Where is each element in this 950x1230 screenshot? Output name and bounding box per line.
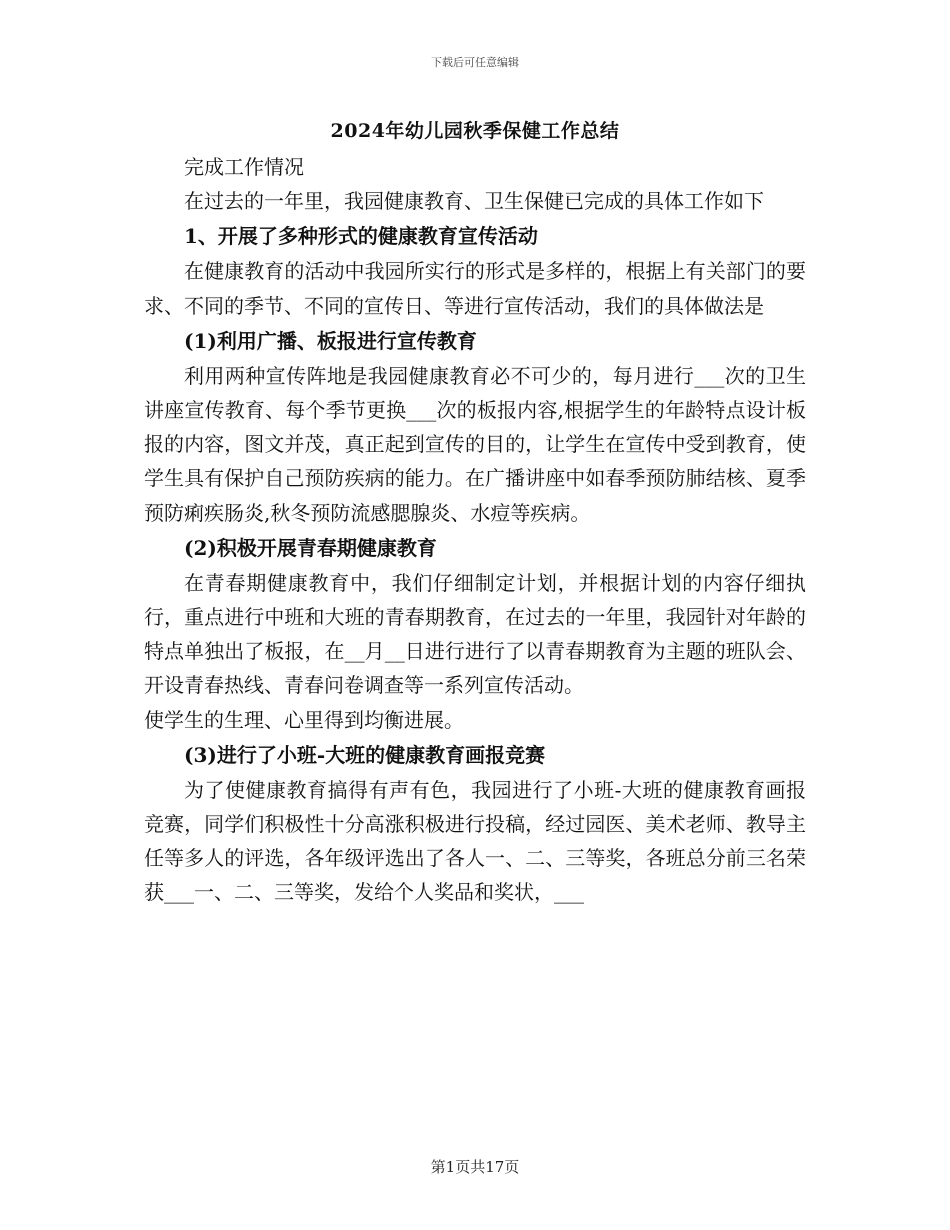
download-note: 下载后可任意编辑 (431, 56, 519, 69)
paragraph-intro: 在过去的一年里，我园健康教育、卫生保健已完成的具体工作如下 (184, 189, 764, 214)
document-title: 2024年幼儿园秋季保健工作总结 (330, 120, 620, 142)
subsection-heading-adolescence: (2)积极开展青春期健康教育 (184, 535, 437, 560)
document-body (144, 150, 806, 910)
paragraph-poster-contest: 为了使健康教育搞得有声有色，我园进行了小班-大班的健康教育画报竞赛，同学们积极性十分高涨积极进行投稿，经过园医、美术老师、教导主任等多人的评选，各年级评选出了各人一、二、三等奖，各班总分前三名荣获___一、二、三等奖，发给个人奖品和奖状，___ (144, 777, 806, 905)
paragraph-1: 在健康教育的活动中我园所实行的形式是多样的，根据上有关部门的要求、不同的季节、不同的宣传日、等进行宣传活动，我们的具体做法是 (144, 259, 806, 318)
paragraph-broadcast: 利用两种宣传阵地是我园健康教育必不可少的，每月进行___次的卫生讲座宣传教育、每个季节更换___次的板报内容,根据学生的年龄特点设计板报的内容，图文并茂，真正起到宣传的目的，让学生在宣传中受到教育，使学生具有保护自己预防疾病的能力。在广播讲座中如春季预防肺结核、夏季预防痢疾肠炎,秋冬预防流感腮腺炎、水痘等疾病。 (144, 363, 806, 525)
subsection-heading-broadcast: (1)利用广播、板报进行宣传教育 (184, 328, 477, 353)
paragraph-adolescence: 在青春期健康教育中，我们仔细制定计划，并根据计划的内容仔细执行，重点进行中班和大班的青春期教育，在过去的一年里，我园针对年龄的特点单独出了板报，在__月__日进行进行了以青春期教育为主题的班队会、开设青春热线、青春问卷调查等一系列宣传活动。 (144, 570, 806, 698)
page-number: 第1页共17页 (430, 1158, 520, 1176)
paragraph-adolescence-end: 使学生的生理、心里得到均衡进展。 (144, 707, 464, 732)
section-heading-1: 1、开展了多种形式的健康教育宣传活动 (184, 224, 538, 249)
subsection-heading-poster-contest: (3)进行了小班-大班的健康教育画报竞赛 (184, 742, 546, 767)
section-heading-completed-work: 完成工作情况 (184, 155, 304, 179)
